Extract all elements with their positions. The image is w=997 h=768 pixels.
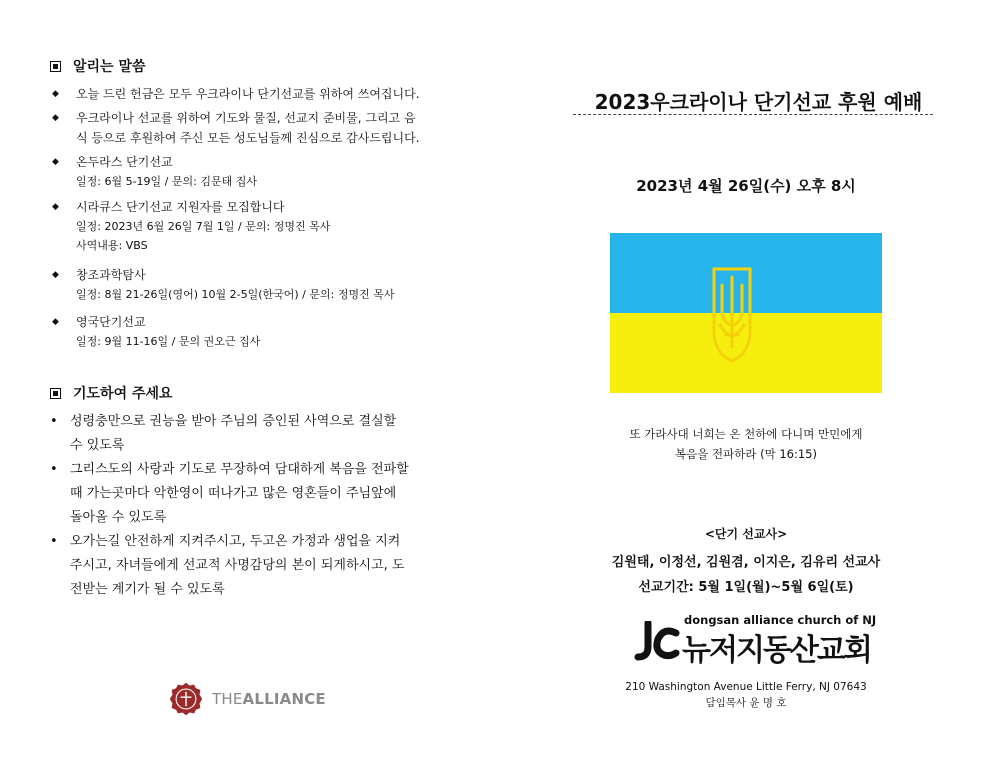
alliance-brand: THEALLIANCE [212, 690, 326, 708]
prayer-line: 주시고, 자녀들에게 선교적 사명감당의 본이 되게하시고, 도 [70, 558, 405, 573]
notice-item [52, 197, 482, 255]
notice-detail: 일정: 2023년 6월 26일 7월 1일 / 문의: 정명진 목사 [76, 220, 331, 233]
prayer-line: 성령충만으로 권능을 받아 주님의 증인된 사역으로 결실할 [70, 414, 397, 429]
notice-line: 시라큐스 단기선교 지원자를 모집합니다 [76, 200, 285, 214]
prayer-item [48, 530, 448, 602]
diamond-bullet-icon: ◆ [52, 202, 59, 212]
diamond-bullet-icon: ◆ [52, 89, 59, 99]
diamond-bullet-icon: ◆ [52, 157, 59, 167]
square-bullet-icon [50, 388, 61, 399]
missionaries-names: 김원태, 이정선, 김원겸, 이지은, 김유리 선교사 [611, 555, 881, 570]
notice-item [52, 312, 482, 351]
notice-item [52, 108, 482, 148]
church-logo [634, 613, 894, 667]
church-address: 210 Washington Avenue Little Ferry, NJ 07643 [625, 681, 867, 693]
square-bullet-icon [50, 61, 61, 72]
notice-line: 우크라이나 선교를 위하여 기도와 물질, 선교지 준비물, 그리고 음 [76, 111, 416, 125]
notice-list [52, 84, 482, 351]
prayer-list [48, 410, 448, 602]
church-english-name: dongsan alliance church of NJ [684, 613, 877, 627]
senior-pastor: 담임목사 윤 명 호 [705, 697, 787, 709]
notices-heading: 알리는 말씀 [50, 56, 146, 76]
notice-detail: 일정: 9월 11-16일 / 문의 권오근 집사 [76, 335, 261, 348]
missionaries-heading: <단기 선교사> [704, 527, 788, 541]
notice-detail: 일정: 8월 21-26일(영어) 10월 2-5일(한국어) / 문의: 정명진 목사 [76, 288, 395, 301]
notice-item [52, 84, 482, 104]
prayer-line: 때 가는곳마다 악한영이 떠나가고 많은 영혼들이 주님앞에 [70, 486, 397, 501]
prayer-heading: 기도하여 주세요 [50, 383, 173, 403]
alliance-logo [168, 681, 326, 717]
bible-verse: 또 가라사대 너희는 온 천하에 다니며 만민에게 복음을 전파하라 (막 16:15) [629, 427, 863, 461]
ukraine-flag [610, 233, 882, 393]
prayer-line: 수 있도록 [70, 438, 125, 453]
service-datetime: 2023년 4월 26일(수) 오후 8시 [636, 177, 856, 195]
prayer-item [48, 410, 448, 458]
prayer-line: 돌아올 수 있도록 [70, 510, 167, 525]
bullet-icon: • [50, 414, 58, 429]
alliance-seal-icon [168, 681, 204, 717]
notice-line: 오늘 드린 헌금은 모두 우크라이나 단기선교를 위하여 쓰여집니다. [76, 87, 420, 101]
notice-line: 영국단기선교 [76, 315, 146, 329]
notice-detail: 사역내용: VBS [76, 239, 148, 252]
church-emblem-icon [634, 621, 680, 661]
prayer-line: 그리스도의 사랑과 기도로 무장하여 담대하게 복음을 전파할 [70, 462, 409, 477]
diamond-bullet-icon: ◆ [52, 317, 59, 327]
bullet-icon: • [50, 462, 58, 477]
notice-line: 식 등으로 후원하여 주신 모든 성도님들께 진심으로 감사드립니다. [76, 131, 420, 145]
left-panel [0, 0, 480, 768]
notice-item [52, 265, 482, 304]
prayer-line: 전받는 계기가 될 수 있도록 [70, 582, 225, 597]
church-address-block [540, 679, 952, 711]
notice-detail: 일정: 6월 5-19일 / 문의: 김문태 집사 [76, 175, 257, 188]
notice-item [52, 152, 482, 191]
prayer-line: 오가는길 안전하게 지켜주시고, 두고온 가정과 생업을 지켜 [70, 534, 401, 549]
bullet-icon: • [50, 534, 58, 549]
service-title: 2023우크라이나 단기선교 후원 예배 [594, 90, 923, 114]
notice-line: 온두라스 단기선교 [76, 155, 173, 169]
church-korean-name: 뉴저지동산교회 [682, 633, 871, 668]
right-panel [540, 0, 997, 768]
mission-period: 선교기간: 5월 1일(월)~5월 6일(토) [638, 580, 854, 595]
dashed-divider [573, 114, 933, 115]
diamond-bullet-icon: ◆ [52, 113, 59, 123]
diamond-bullet-icon: ◆ [52, 270, 59, 280]
prayer-item [48, 458, 448, 530]
notice-line: 창조과학탐사 [76, 268, 146, 282]
